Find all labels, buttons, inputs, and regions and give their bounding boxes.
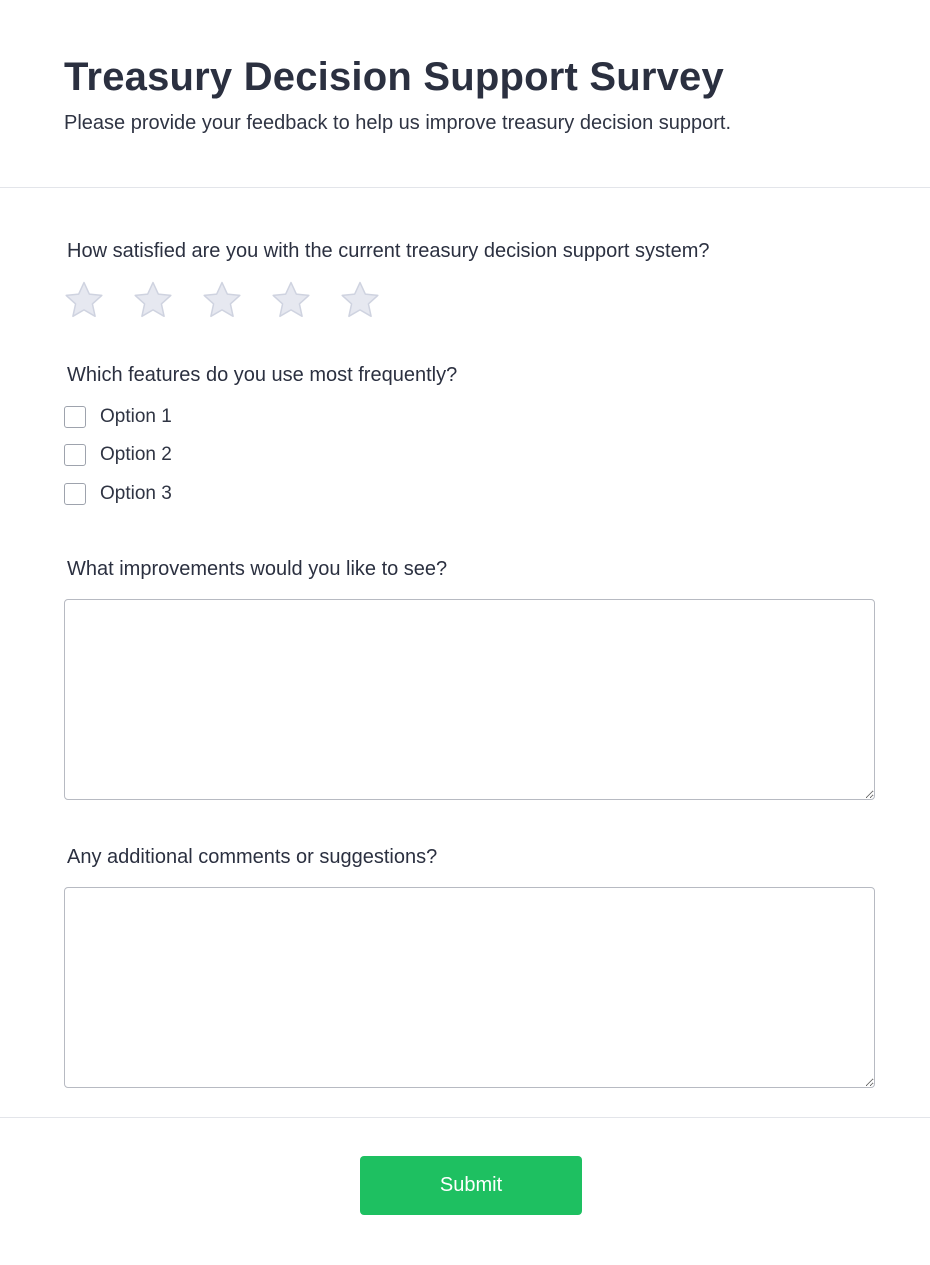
feature-option-1-label: Option 1	[100, 406, 172, 427]
feature-option-2[interactable]	[64, 442, 172, 468]
feature-option-2-checkbox[interactable]	[64, 444, 86, 466]
star-2-icon[interactable]	[133, 280, 173, 320]
feature-option-3-label: Option 3	[100, 483, 172, 504]
improvements-textarea[interactable]	[64, 599, 875, 800]
feature-option-1-checkbox[interactable]	[64, 406, 86, 428]
feature-option-3-checkbox[interactable]	[64, 483, 86, 505]
footer-divider	[0, 1117, 930, 1118]
star-1-icon[interactable]	[64, 280, 104, 320]
star-4-icon[interactable]	[271, 280, 311, 320]
submit-button[interactable]: Submit	[360, 1156, 582, 1215]
satisfaction-rating	[64, 280, 380, 320]
page-title: Treasury Decision Support Survey	[64, 55, 724, 99]
feature-option-3[interactable]	[64, 481, 172, 507]
star-5-icon[interactable]	[340, 280, 380, 320]
satisfaction-question-label: How satisfied are you with the current treasury decision support system?	[67, 240, 710, 262]
star-3-icon[interactable]	[202, 280, 242, 320]
improvements-question-label: What improvements would you like to see?	[67, 558, 448, 580]
comments-question-label: Any additional comments or suggestions?	[67, 846, 438, 868]
page-subtitle: Please provide your feedback to help us improve treasury decision support.	[64, 112, 732, 134]
feature-option-2-label: Option 2	[100, 444, 172, 465]
features-question-label: Which features do you use most frequently?	[67, 364, 458, 386]
survey-header	[0, 0, 930, 188]
comments-textarea[interactable]	[64, 887, 875, 1088]
feature-option-1[interactable]	[64, 404, 172, 430]
